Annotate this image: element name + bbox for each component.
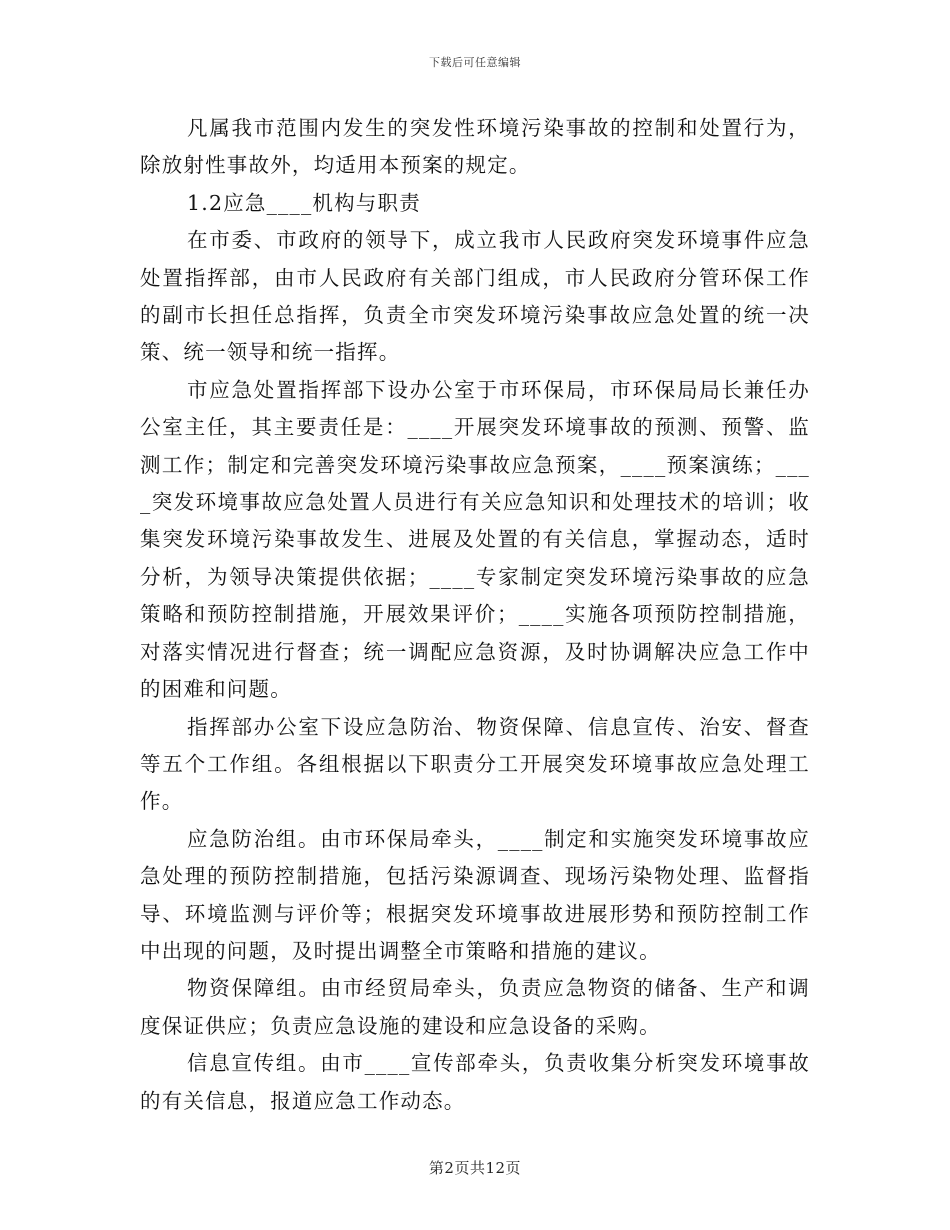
document-body <box>140 110 810 1120</box>
paragraph-working-groups: 指挥部办公室下设应急防治、物资保障、信息宣传、治安、督查等五个工作组。各组根据以下职责分工开展突发环境事故应急处理工作。 <box>140 714 810 814</box>
section-heading: 1.2应急____机构与职责 <box>187 190 421 215</box>
paragraph-emergency-group: 应急防治组。由市环保局牵头，____制定和实施突发环境事故应急处理的预防控制措施，包括污染源调查、现场污染物处理、监督指导、环境监测与评价等；根据突发环境事故进展形势和预防控制工作中出现的问题，及时提出调整全市策略和措施的建议。 <box>140 826 810 963</box>
page-header: 下载后可任意编辑 <box>429 56 521 69</box>
paragraph-command: 在市委、市政府的领导下，成立我市人民政府突发环境事件应急处置指挥部，由市人民政府有关部门组成，市人民政府分管环保工作的副市长担任总指挥，负责全市突发环境污染事故应急处置的统一决策、统一领导和统一指挥。 <box>140 228 810 365</box>
paragraph-info-group: 信息宣传组。由市____宣传部牵头，负责收集分析突发环境事故的有关信息，报道应急工作动态。 <box>140 1051 810 1113</box>
paragraph-office: 市应急处置指挥部下设办公室于市环保局，市环保局局长兼任办公室主任，其主要责任是：____开展突发环境事故的预测、预警、监测工作；制定和完善突发环境污染事故应急预案，____预案演练；____突发环境事故应急处置人员进行有关应急知识和处理技术的培训；收集突发环境污染事故发生、进展及处置的有关信息，掌握动态，适时分析，为领导决策提供依据；____专家制定突发环境污染事故的应急策略和预防控制措施，开展效果评价；____实施各项预防控制措施，对落实情况进行督查；统一调配应急资源，及时协调解决应急工作中的困难和问题。 <box>140 377 810 702</box>
paragraph-scope: 凡属我市范围内发生的突发性环境污染事故的控制和处置行为，除放射性事故外，均适用本预案的规定。 <box>140 116 810 178</box>
page-number: 第2页共12页 <box>428 1159 522 1177</box>
paragraph-supply-group: 物资保障组。由市经贸局牵头，负责应急物资的储备、生产和调度保证供应；负责应急设施的建设和应急设备的采购。 <box>140 976 810 1038</box>
